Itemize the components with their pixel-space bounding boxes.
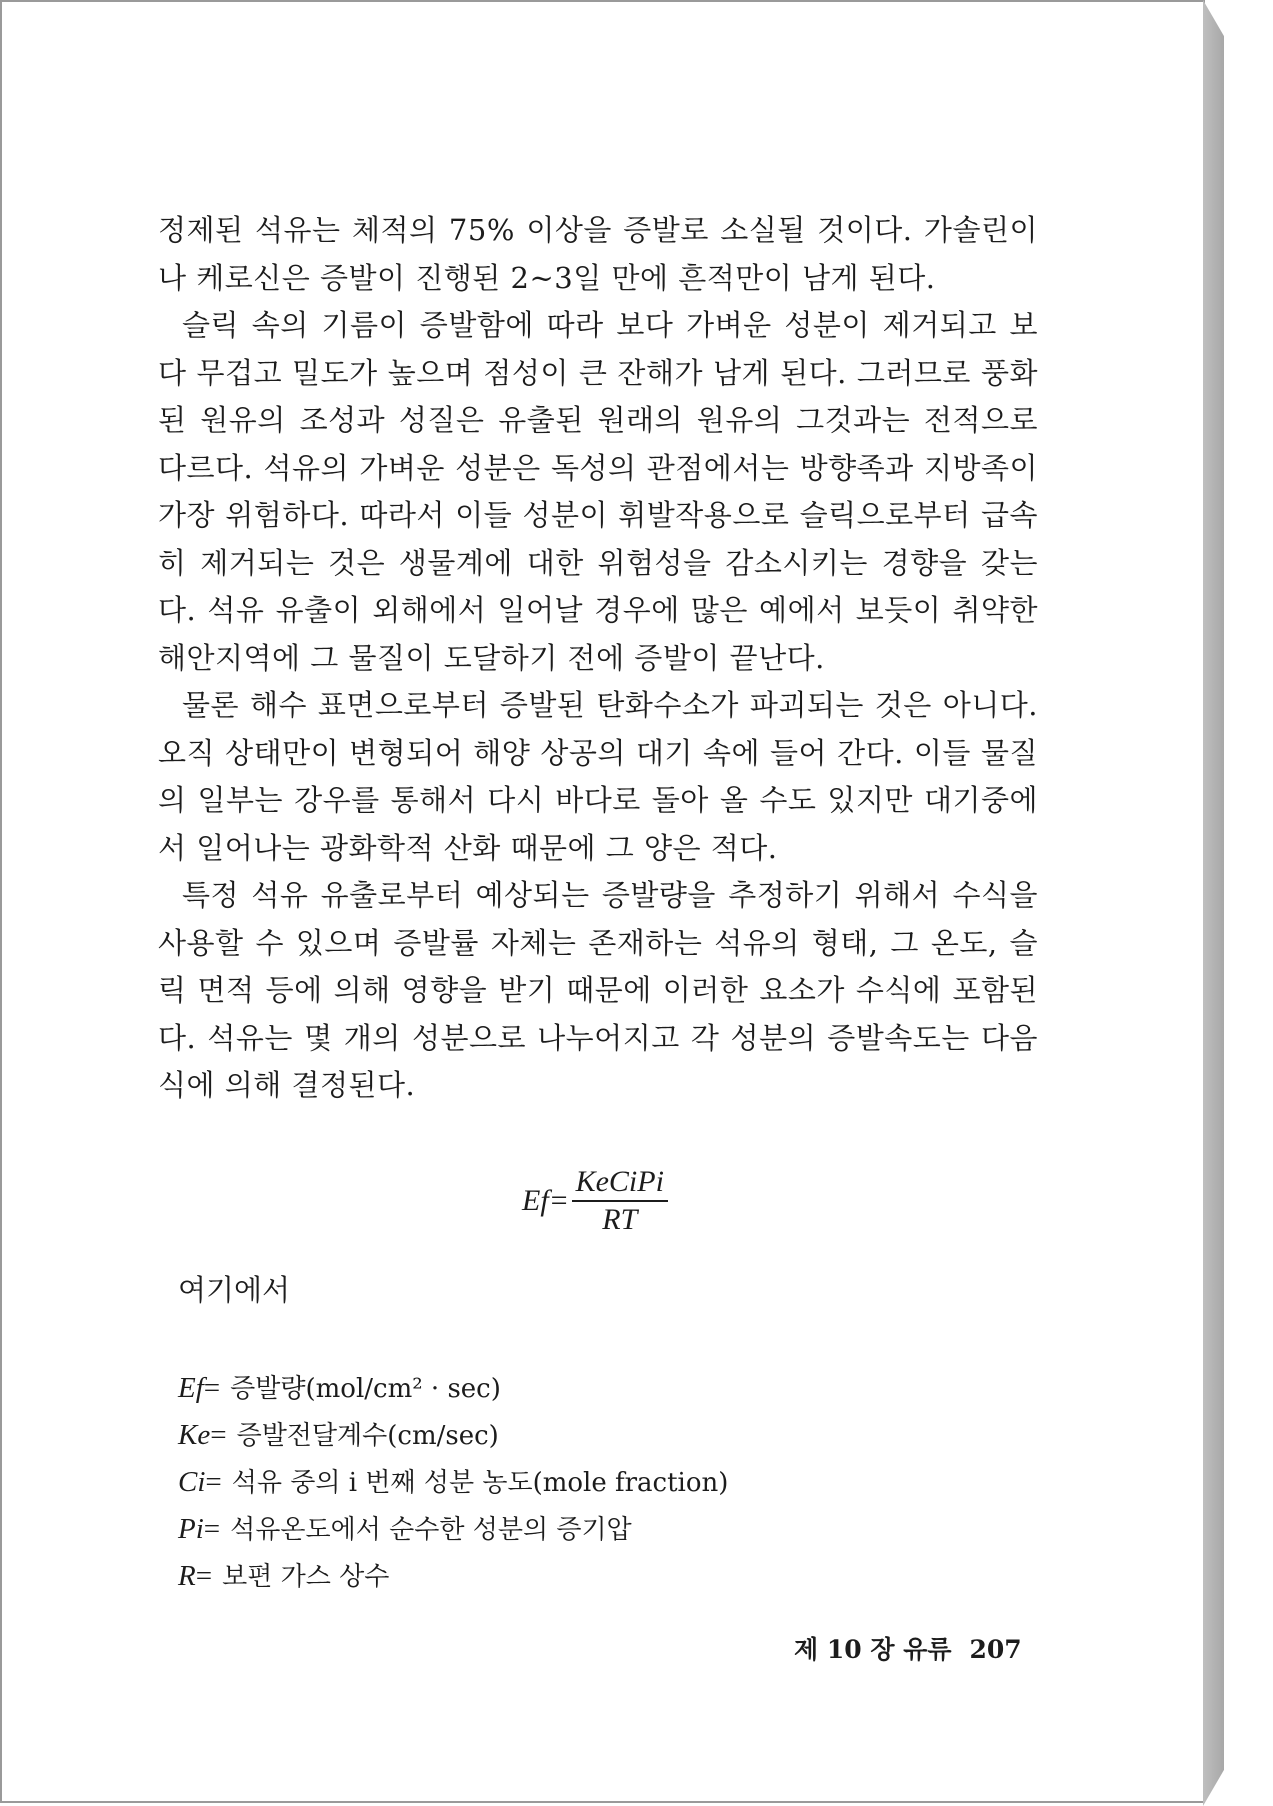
definition-symbol: Ke (178, 1419, 211, 1451)
definition-equals: = (195, 1560, 213, 1592)
formula-denominator: RT (602, 1203, 638, 1236)
definition-text: 보편 가스 상수 (222, 1562, 390, 1592)
definition-text: 증발량(mol/cm² · sec) (230, 1374, 501, 1404)
definition-symbol: Ef (178, 1372, 204, 1404)
definition-symbol: R (178, 1560, 196, 1592)
definition-equals: = (210, 1419, 227, 1451)
formula-fraction (572, 1165, 668, 1237)
paragraph-1: 정제된 석유는 체적의 75% 이상을 증발로 소실될 것이다. 가솔린이나 케로신은 증발이 진행된 2~3일 만에 흔적만이 남게 된다. (158, 213, 1038, 295)
definition-text: 석유 중의 i 번째 성분 농도(mole fraction) (231, 1468, 729, 1498)
page-footer (794, 1630, 1022, 1666)
where-label: 여기에서 (178, 1273, 291, 1307)
paragraph-4: 특정 석유 유출로부터 예상되는 증발량을 추정하기 위해서 수식을 사용할 수 있으며 증발률 자체는 존재하는 석유의 형태, 그 온도, 슬릭 면적 등에 의해 영향을 받기 때문에 이러한 요소가 수식에 포함된다. 석유는 몇 개의 성분으로 나누어지고 각 성분의 증발속도는 다음 식에 의해 결정된다. (158, 878, 1038, 1102)
page-number: 207 (969, 1635, 1022, 1664)
formula-numerator: KeCiPi (572, 1165, 668, 1202)
variable-definitions (178, 1365, 728, 1600)
definition-text: 증발전달계수(cm/sec) (236, 1421, 499, 1451)
definition-symbol: Pi (178, 1513, 204, 1545)
formula-lhs: Ef (522, 1184, 549, 1217)
body-text (158, 207, 1038, 1110)
page-stack-edge (1203, 0, 1273, 1806)
definition-equals: = (205, 1466, 222, 1498)
chapter-title: 제 10 장 유류 (794, 1635, 952, 1664)
definition-pi (178, 1506, 728, 1553)
definition-equals: = (203, 1372, 221, 1404)
paragraph-2: 슬릭 속의 기름이 증발함에 따라 보다 가벼운 성분이 제거되고 보다 무겁고 밀도가 높으며 점성이 큰 잔해가 남게 된다. 그러므로 풍화된 원유의 조성과 성질은 유출된 원래의 원유의 그것과는 전적으로 다르다. 석유의 가벼운 성분은 독성의 관점에서는 방향족과 지방족이 가장 위험하다. 따라서 이들 성분이 휘발작용으로 슬릭으로부터 급속히 제거되는 것은 생물계에 대한 위험성을 감소시키는 경향을 갖는다. 석유 유출이 외해에서 일어날 경우에 많은 예에서 보듯이 취약한 해안지역에 그 물질이 도달하기 전에 증발이 끝난다. (158, 308, 1038, 675)
definition-ke (178, 1412, 728, 1459)
evaporation-formula (522, 1165, 668, 1237)
paragraph-3: 물론 해수 표면으로부터 증발된 탄화수소가 파괴되는 것은 아니다. 오직 상태만이 변형되어 해양 상공의 대기 속에 들어 간다. 이들 물질의 일부는 강우를 통해서 다시 바다로 돌아 올 수도 있지만 대기중에서 일어나는 광화학적 산화 때문에 그 양은 적다. (158, 688, 1038, 865)
definition-r (178, 1553, 728, 1600)
definition-equals: = (203, 1513, 221, 1545)
definition-ef (178, 1365, 728, 1412)
definition-ci (178, 1459, 728, 1506)
formula-equals: = (550, 1184, 568, 1217)
definition-text: 석유온도에서 순수한 성분의 증기압 (230, 1515, 632, 1545)
definition-symbol: Ci (178, 1466, 206, 1498)
